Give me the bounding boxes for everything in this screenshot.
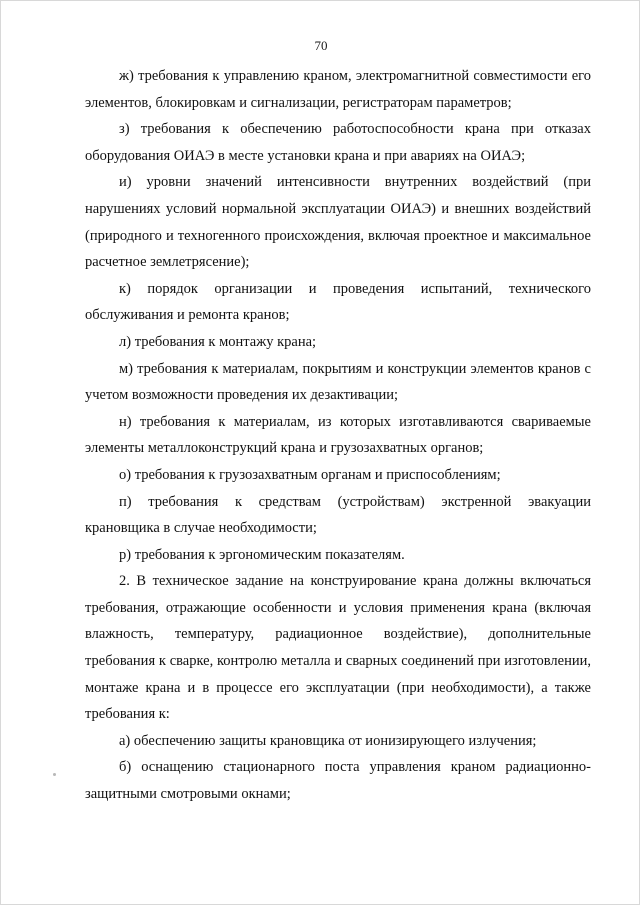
paragraph-b: б) оснащению стационарного поста управления краном радиационно-защитными смотровыми окнами; bbox=[85, 759, 591, 803]
paragraph-r: р) требования к эргономическим показателям. bbox=[119, 546, 405, 563]
paragraph-a: а) обеспечению защиты крановщика от ионизирующего излучения; bbox=[119, 732, 537, 749]
paragraph-section-2: 2. В техническое задание на конструирование крана должны включаться требования, отражающие особенности и условия применения крана (включая влажность, температуру, радиационное воздействие), дополнительные требования к сварке, контролю металла и сварных соединений при изготовлении, монтаже крана и в процессе его эксплуатации (при необходимости), а также требования к: bbox=[85, 573, 591, 723]
paragraph-n: н) требования к материалам, из которых изготавливаются свариваемые элементы металлоконструкций крана и грузозахватных органов; bbox=[85, 413, 591, 457]
paragraph-o: о) требования к грузозахватным органам и приспособлениям; bbox=[119, 466, 501, 483]
paragraph-z: з) требования к обеспечению работоспособности крана при отказах оборудования ОИАЭ в месте установки крана и при авариях на ОИАЭ; bbox=[85, 121, 591, 164]
paragraph-m: м) требования к материалам, покрытиям и конструкции элементов кранов с учетом возможности проведения их дезактивации; bbox=[85, 360, 591, 404]
paragraph-p: п) требования к средствам (устройствам) экстренной эвакуации крановщика в случае необходимости; bbox=[85, 493, 591, 537]
document-body bbox=[85, 63, 591, 808]
page-number: 70 bbox=[314, 38, 328, 53]
paragraph-l: л) требования к монтажу крана; bbox=[119, 333, 317, 350]
paragraph-i: и) уровни значений интенсивности внутренних воздействий (при нарушениях условий нормальной эксплуатации ОИАЭ) и внешних воздействий (природного и техногенного происхождения, включая проектное и максимальное расчетное землетрясение); bbox=[85, 174, 591, 271]
paragraph-zh: ж) требования к управлению краном, электромагнитной совместимости его элементов, блокировкам и сигнализации, регистраторам параметров; bbox=[85, 68, 591, 111]
paragraph-k: к) порядок организации и проведения испытаний, технического обслуживания и ремонта кранов; bbox=[85, 280, 591, 324]
scan-speck bbox=[53, 773, 56, 776]
